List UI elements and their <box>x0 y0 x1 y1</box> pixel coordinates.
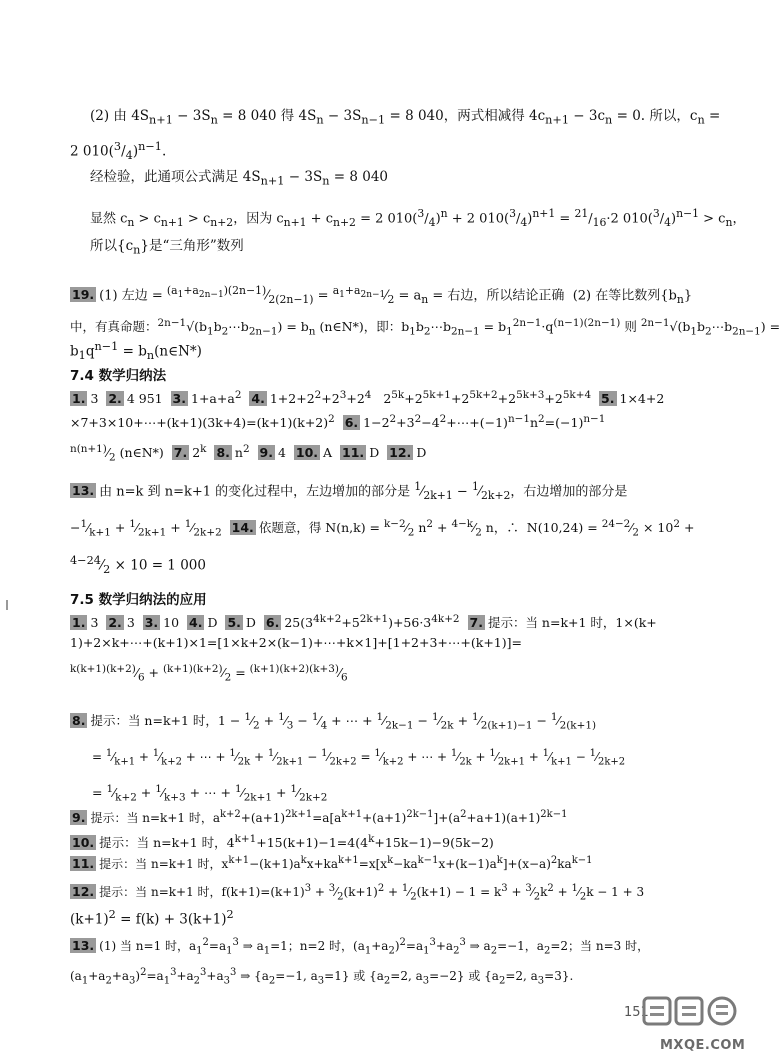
answer-label: 10. <box>72 835 95 851</box>
answer-label: 7. <box>469 615 483 631</box>
line-12: 13. 由 n=k 到 n=k+1 的变化过程中，左边增加的部分是 $^1⁄_{2k+1}$ − $^1⁄_{2k+2}$，右边增加的部分是 <box>72 480 628 502</box>
line-18: 8. 提示：当 n=k+1 时，$1 - ^1⁄_2$ + $^1⁄_3$ − $^1⁄_4$ + ⋯ + $^1⁄_{2k-1}$ − $^1⁄_{2k}$ + $^1⁄_{2(k+1)-1}$ − $^1⁄_{2(k+1)}$ <box>72 711 597 732</box>
answer-label: 2. <box>108 391 122 407</box>
line-7: 中，有真命题：$^{2n-1}√(b_1b_2\cdots b_{2n-1}) = b_n$ (n∈N*)，即：$b_1b_2\cdots b_{2n-1} = b_1^{2n-1}\cdot q^{(n-1)(2n-1)}$ 则 $^{2n-1}√(b_1b_2\cdots b_{2n-1})$ = <box>70 317 780 338</box>
answer-label: 12. <box>72 884 95 899</box>
watermark-text: MXQE.COM <box>660 1038 746 1053</box>
answer-label: 5. <box>601 391 615 407</box>
answer-label: 12. <box>389 445 412 461</box>
line-22: 10. 提示：当 n=k+1 时，$4^{k+1}+15(k+1)-1=4(4^k+15k-1)-9(5k-2)$ <box>72 833 494 851</box>
answer-label: 13. <box>72 483 95 499</box>
answer-label: 5. <box>227 615 241 631</box>
line-25: $(k+1)^2 = f(k) + 3(k+1)^2$ <box>70 908 234 928</box>
line-21: 9. 提示：当 n=k+1 时，$a^{k+2}+(a+1)^{2k+1}=a[a^{k+1}+(a+1)^{2k-1}]+(a^2+a+1)(a+1)^{2k-1}$ <box>72 809 568 825</box>
answer-label: 1. <box>72 615 86 631</box>
answer-label: 9. <box>72 810 86 825</box>
line-6: 19. (1) 左边 = $^{(a_1+a_{2n-1})(2n-1)}⁄_{2(2n-1)}$ = $^{a_1+a_{2n-1}}⁄_2 = a_n$ = 右边，所以结论正确 (2) 在等比数列$\{b_n\}$ <box>72 284 693 306</box>
line-11: $^{n(n+1)}⁄_2$ (n∈N*) 7. 2$^k$ 8. $n^2$ 9. 4 10. A 11. D 12. D <box>70 443 427 464</box>
line-19: = $^1⁄_{k+1}$ + $^1⁄_{k+2}$ + ⋯ + $^1⁄_{2k}$ + $^1⁄_{2k+1}$ − $^1⁄_{2k+2}$ = $^1⁄_{k+2}$ + ⋯ + $^1⁄_{2k}$ + $^1⁄_{2k+1}$ + $^1⁄_{k+1}$ − $^1⁄_{2k+2}$ <box>92 748 626 768</box>
line-13: $-^1⁄_{k+1}$ + $^1⁄_{2k+1}$ + $^1⁄_{2k+2}$ 14. 依题意，得 $N(n,k) = ^{k-2}⁄_2$ $n^2$ + $^{4-k}⁄_2$ n，∴ $N(10,24) = ^{24-2}⁄_2 \times 10^2$ + <box>70 518 695 539</box>
scan-mark <box>6 600 8 610</box>
section-7-4-heading: 7.4 数学归纳法 <box>70 368 167 384</box>
line-15: 1. 3 2. 3 3. 10 4. D 5. D 6. $25(3^{4k+2}+5^{2k+1})+56\cdot 3^{4k+2}$ 7. 提示：当 n=k+1 时，1×(k+ <box>72 613 657 631</box>
line-8: $b_1q^{n-1}$ = $b_n(n\in N*)$ <box>70 340 202 363</box>
line-23: 11. 提示：当 n=k+1 时，$x^{k+1}-(k+1)a^kx+ka^{k+1}=x[x^k-ka^{k-1}x+(k-1)a^k]+(x-a)^2ka^{k-1}$ <box>72 855 593 871</box>
answer-label: 13. <box>72 938 95 953</box>
page-number: 151 <box>624 1005 649 1020</box>
line-2: 2 $010(^3/_4)^{n-1}$. <box>70 140 167 163</box>
line-3: 经检验，此通项公式满足 $4S_{n+1} - 3S_n = 8$ 040 <box>90 169 389 188</box>
answer-label: 3. <box>144 615 159 631</box>
line-17: $^{k(k+1)(k+2)}⁄_6$ + $^{(k+1)(k+2)}⁄_2$ = $^{(k+1)(k+2)(k+3)}⁄_6$ <box>70 663 348 684</box>
line-1: (2) 由 $4S_{n+1} - 3S_n = 8$ 040 得 $4S_n - 3S_{n-1} = 8$ 040，两式相减得 $4c_{n+1} - 3c_n = 0$. 所以，$c_n$ = <box>90 108 721 127</box>
answer-label: 9. <box>259 445 273 461</box>
line-10: $\times 7+3\times 10+\cdots+(k+1)(3k+4)=(k+1)(k+2)^2$ 6. $1-2^2+3^2-4^2+\cdots+(-1)^{n-1}n^2=(-1)^{n-1}$ <box>70 413 606 431</box>
line-20: = $^1⁄_{k+2}$ + $^1⁄_{k+3}$ + ⋯ + $^1⁄_{2k+1}$ + $^1⁄_{2k+2}$ <box>92 783 328 804</box>
line-14: $^{4-24}⁄_2 \times 10 = 1$ 000 <box>70 554 206 577</box>
line-16: 1)+2×k+⋯+(k+1)×1=[1×k+2×(k−1)+⋯+k×1]+[1+2+3+⋯+(k+1)]= <box>70 635 522 650</box>
answer-label: 4. <box>189 615 203 631</box>
line-27: $(a_1+a_2+a_3)^2=a_1^3+a_2^3+a_3^3$ ⇒ {$a_2=-1$, $a_3=1$} 或 {$a_2=2$, $a_3=-2$} 或 {$a_2=2$, $a_3=3$}. <box>70 967 574 987</box>
answer-label: 10. <box>295 445 319 461</box>
answer-label: 6. <box>344 415 359 431</box>
answer-label: 2. <box>108 615 122 631</box>
line-4: 显然 $c_n > c_{n+1} > c_{n+2}$，因为 $c_{n+1} + c_{n+2} = 2$ $010(^3/_4)^n + 2$ $010(^3/_4)^{n+1} = ^{21}/_{16}\cdot 2$ $010(^3/_4)^{n-1} > c_n$， <box>90 207 746 229</box>
section-7-5-heading: 7.5 数学归纳法的应用 <box>70 592 207 608</box>
answer-label: 4. <box>251 391 265 407</box>
answer-label: 14. <box>231 520 254 536</box>
line-5: 所以$\{c_n\}$是“三角形”数列 <box>90 238 244 257</box>
line-26: 13. (1) 当 n=1 时，$a_1^2=a_1^3$ ⇒ $a_1=1$；n=2 时，$(a_1+a_2)^2=a_1^3+a_2^3$ ⇒ $a_2=-1$，$a_2=2$；当 n=3 时， <box>72 937 650 957</box>
line-24: 12. 提示：当 n=k+1 时，$f(k+1)=(k+1)^3$ + $^3⁄_2(k+1)^2$ + $^1⁄_2(k+1) - 1 = k^3$ + $^3⁄_2k^2$ + $^1⁄_2k - 1 + 3$ <box>72 883 645 903</box>
answer-label: 11. <box>342 445 365 461</box>
answer-label: 8. <box>72 713 86 729</box>
answer-label: 8. <box>216 445 230 461</box>
answer-label: 7. <box>173 445 188 461</box>
line-9: 1. 3 2. 4 951 3. $1+a+a^2$ 4. $1+2+2^2+2^3+2^4$ $2^{5k}+2^{5k+1}+2^{5k+2}+2^{5k+3}+2^{5k+4}$ 5. 1×4+2 <box>72 389 665 407</box>
answer-label: 11. <box>72 856 95 871</box>
answer-label: 1. <box>72 391 86 407</box>
problem-19-label: 19. <box>72 287 95 303</box>
answer-label: 6. <box>265 615 280 631</box>
answer-label: 3. <box>172 391 186 407</box>
